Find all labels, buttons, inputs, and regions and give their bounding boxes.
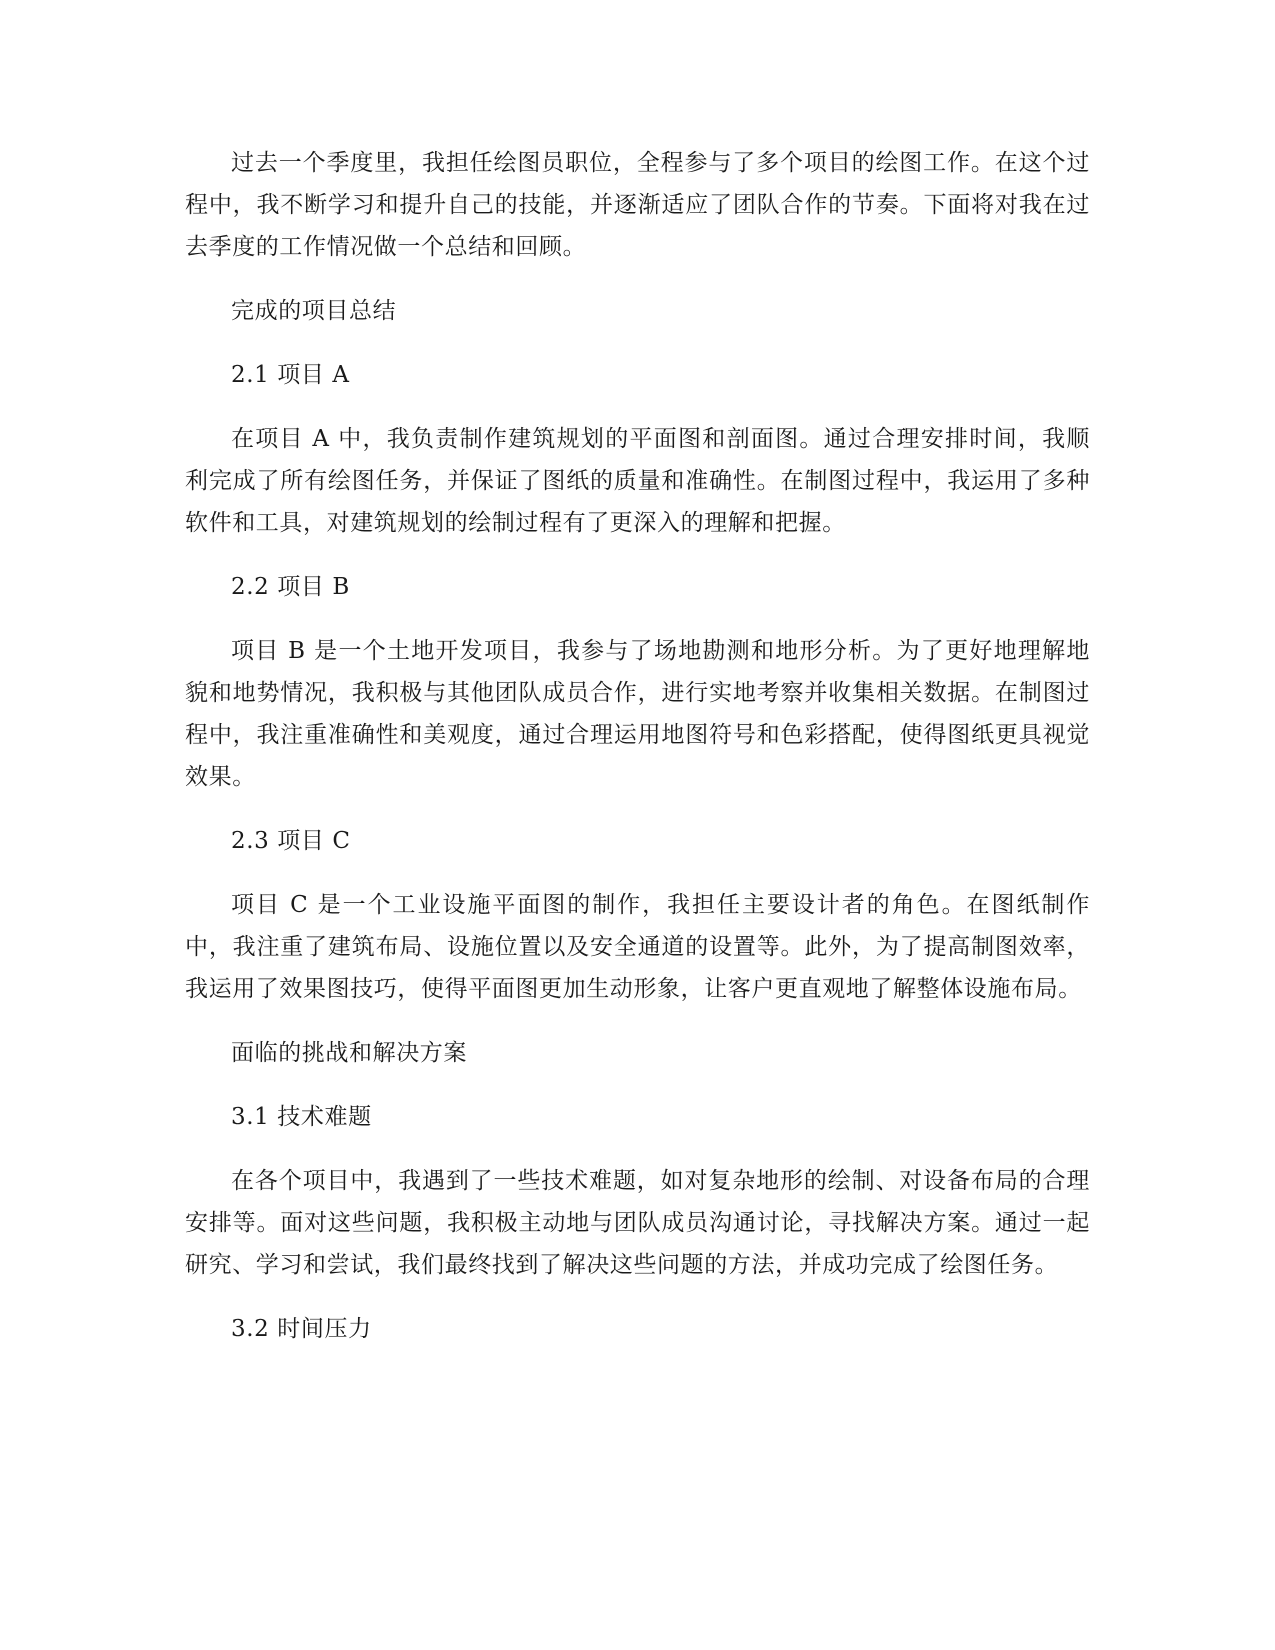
section-heading-challenges: 面临的挑战和解决方案 bbox=[231, 1040, 467, 1066]
subheading-project-c: 2.3 项目 C bbox=[231, 828, 351, 854]
subheading-project-b: 2.2 项目 B bbox=[231, 574, 350, 600]
subheading-project-a: 2.1 项目 A bbox=[231, 362, 350, 388]
project-c-paragraph: 项目 C 是一个工业设施平面图的制作，我担任主要设计者的角色。在图纸制作中，我注重了建筑布局、设施位置以及安全通道的设置等。此外，为了提高制图效率，我运用了效果图技巧，使得平面图更加生动形象，让客户更直观地了解整体设施布局。 bbox=[185, 892, 1090, 1002]
document-body bbox=[185, 142, 1090, 1372]
project-b-paragraph: 项目 B 是一个土地开发项目，我参与了场地勘测和地形分析。为了更好地理解地貌和地势情况，我积极与其他团队成员合作，进行实地考察并收集相关数据。在制图过程中，我注重准确性和美观度，通过合理运用地图符号和色彩搭配，使得图纸更具视觉效果。 bbox=[185, 638, 1090, 790]
section-heading-projects: 完成的项目总结 bbox=[231, 298, 397, 324]
technical-issues-paragraph: 在各个项目中，我遇到了一些技术难题，如对复杂地形的绘制、对设备布局的合理安排等。面对这些问题，我积极主动地与团队成员沟通讨论，寻找解决方案。通过一起研究、学习和尝试，我们最终找到了解决这些问题的方法，并成功完成了绘图任务。 bbox=[185, 1168, 1090, 1278]
intro-paragraph: 过去一个季度里，我担任绘图员职位，全程参与了多个项目的绘图工作。在这个过程中，我不断学习和提升自己的技能，并逐渐适应了团队合作的节奏。下面将对我在过去季度的工作情况做一个总结和回顾。 bbox=[185, 150, 1090, 260]
project-a-paragraph: 在项目 A 中，我负责制作建筑规划的平面图和剖面图。通过合理安排时间，我顺利完成了所有绘图任务，并保证了图纸的质量和准确性。在制图过程中，我运用了多种软件和工具，对建筑规划的绘制过程有了更深入的理解和把握。 bbox=[185, 426, 1090, 536]
subheading-technical-issues: 3.1 技术难题 bbox=[231, 1104, 372, 1130]
subheading-time-pressure: 3.2 时间压力 bbox=[231, 1316, 372, 1342]
